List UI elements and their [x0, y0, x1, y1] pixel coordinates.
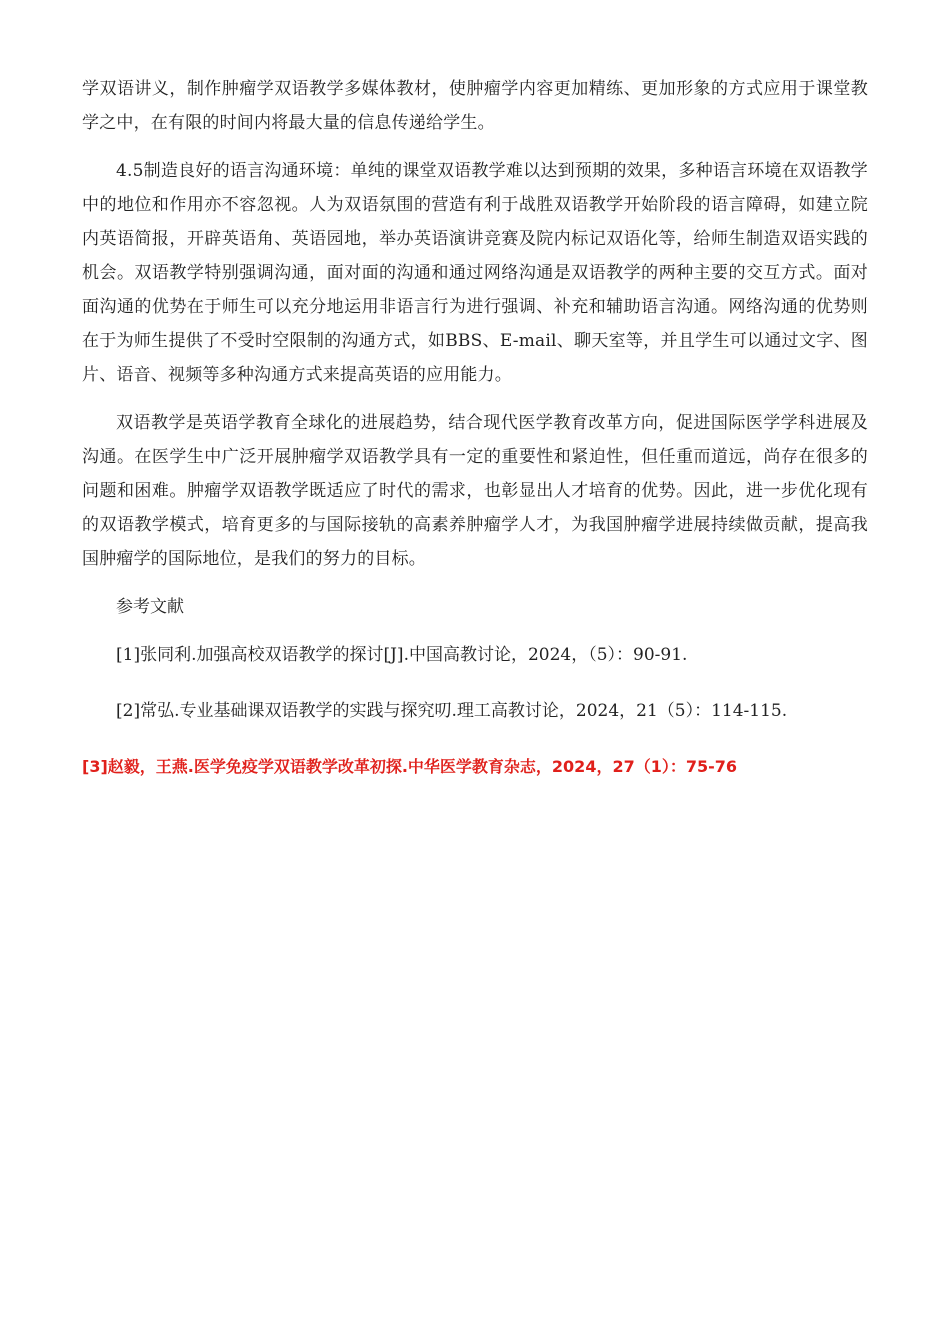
paragraph-continuation: 学双语讲义，制作肿瘤学双语教学多媒体教材，使肿瘤学内容更加精练、更加形象的方式应用于课堂教学之中，在有限的时间内将最大量的信息传递给学生。 [82, 79, 868, 133]
paragraph-language-environment: 4.5制造良好的语言沟通环境：单纯的课堂双语教学难以达到预期的效果，多种语言环境在双语教学中的地位和作用亦不容忽视。人为双语氛围的营造有利于战胜双语教学开始阶段的语言障碍，如建立院内英语简报，开辟英语角、英语园地，举办英语演讲竞赛及院内标记双语化等，给师生制造双语实践的机会。双语教学特别强调沟通，面对面的沟通和通过网络沟通是双语教学的两种主要的交互方式。面对面沟通的优势在于师生可以充分地运用非语言行为进行强调、补充和辅助语言沟通。网络沟通的优势则在于为师生提供了不受时空限制的沟通方式，如BBS、E-mail、聊天室等，并且学生可以通过文字、图片、语音、视频等多种沟通方式来提高英语的应用能力。 [82, 161, 868, 385]
references-heading: 参考文献 [116, 597, 184, 617]
reference-item-3-highlighted: [3]赵毅，王燕.医学免疫学双语教学改革初探.中华医学教育杂志，2024，27（1）：75-76 [82, 757, 738, 776]
reference-item-2: [2]常弘.专业基础课双语教学的实践与探究叨.理工高教讨论，2024，21（5）：114-115. [116, 701, 788, 721]
reference-item-1: [1]张同利.加强高校双语教学的探讨[J].中国高教讨论，2024，（5）：90-91. [116, 645, 688, 665]
paragraph-conclusion: 双语教学是英语学教育全球化的进展趋势，结合现代医学教育改革方向，促进国际医学学科进展及沟通。在医学生中广泛开展肿瘤学双语教学具有一定的重要性和紧迫性，但任重而道远，尚存在很多的问题和困难。肿瘤学双语教学既适应了时代的需求，也彰显出人才培育的优势。因此，进一步优化现有的双语教学模式，培育更多的与国际接轨的高素养肿瘤学人才，为我国肿瘤学进展持续做贡献，提高我国肿瘤学的国际地位，是我们的努力的目标。 [82, 413, 868, 569]
